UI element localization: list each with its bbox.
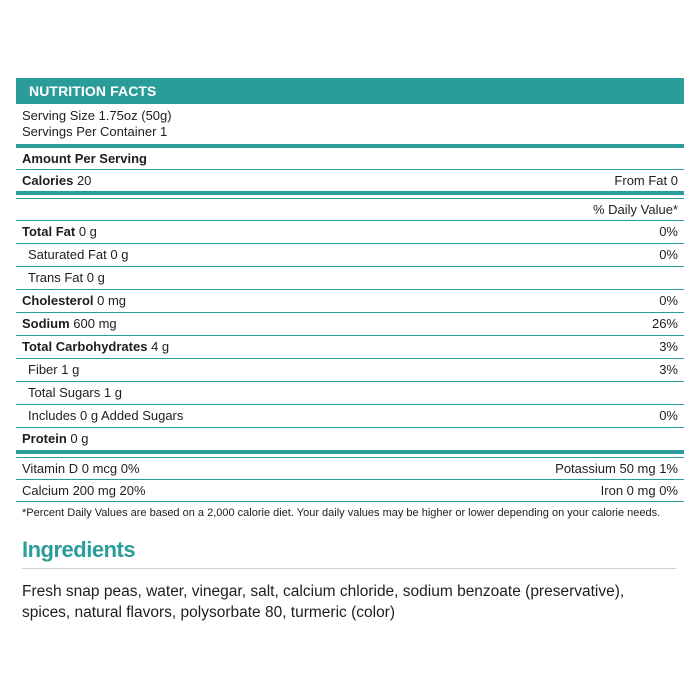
vitamin-row [16,480,684,501]
nutrient-name: Includes 0 g Added Sugars [28,408,184,423]
ingredients-divider [22,568,676,569]
nutrient-name: Trans Fat 0 g [28,270,105,285]
nutrient-list [16,221,684,450]
calories-from-fat: From Fat 0 [614,173,678,188]
nutrient-daily-value: 3% [659,339,678,354]
nutrient-name: Total Sugars 1 g [28,385,122,400]
daily-values-footnote: *Percent Daily Values are based on a 2,000 calorie diet. Your daily values may be higher or lower depending on your calorie needs. [22,507,661,519]
nutrition-facts-header: NUTRITION FACTS [16,78,684,104]
nutrient-amount: 600 mg [73,316,117,331]
potassium: Potassium 50 mg 1% [555,461,678,476]
nutrition-facts-panel [16,78,684,519]
daily-value-header-row [16,199,684,221]
calories-value: 20 [76,173,92,188]
nutrient-amount: 4 g [151,339,170,354]
nutrient-row [16,359,684,382]
serving-info [16,104,684,144]
amount-per-serving-row [16,148,684,170]
nutrient-amount: 0 g [78,224,97,239]
iron: Iron 0 mg 0% [600,483,678,498]
nutrient-row [16,428,684,450]
nutrient-daily-value: 0% [659,247,678,262]
nutrient-name: Total Fat [22,224,76,239]
daily-value-header: % Daily Value* [592,202,678,217]
amount-per-serving: Amount Per Serving [22,151,147,166]
nutrient-name: Protein [22,431,67,446]
ingredients-title: Ingredients [22,537,136,562]
nutrient-row [16,267,684,290]
nutrient-row [16,313,684,336]
nutrient-amount: 0 g [70,431,89,446]
nutrient-name: Cholesterol [22,293,94,308]
nutrient-row [16,290,684,313]
ingredients-text: Fresh snap peas, water, vinegar, salt, calcium chloride, sodium benzoate (preservative), spices, natural flavors, polysorbate 80, turmeric (color) [22,583,625,621]
nutrient-daily-value: 0% [659,408,678,423]
calcium: Calcium 200 mg 20% [22,483,146,498]
calories-row [16,170,684,191]
nutrient-row [16,382,684,405]
calories-label: Calories [22,173,74,188]
nutrient-row [16,221,684,244]
servings-per-container: Servings Per Container 1 [22,124,168,139]
nutrient-name: Saturated Fat 0 g [28,247,129,262]
nutrient-name: Sodium [22,316,70,331]
nutrient-row [16,244,684,267]
serving-size: Serving Size 1.75oz (50g) [22,108,172,123]
nutrient-daily-value: 26% [651,316,678,331]
nutrient-daily-value: 3% [659,362,678,377]
vitamin-d: Vitamin D 0 mcg 0% [22,461,140,476]
nutrient-daily-value: 0% [659,293,678,308]
nutrient-name: Total Carbohydrates [22,339,148,354]
nutrient-amount: 0 mg [97,293,127,308]
nutrient-daily-value: 0% [659,224,678,239]
nutrient-row [16,405,684,428]
nutrient-row [16,336,684,359]
vitamin-row [16,458,684,480]
nutrient-name: Fiber 1 g [28,362,80,377]
